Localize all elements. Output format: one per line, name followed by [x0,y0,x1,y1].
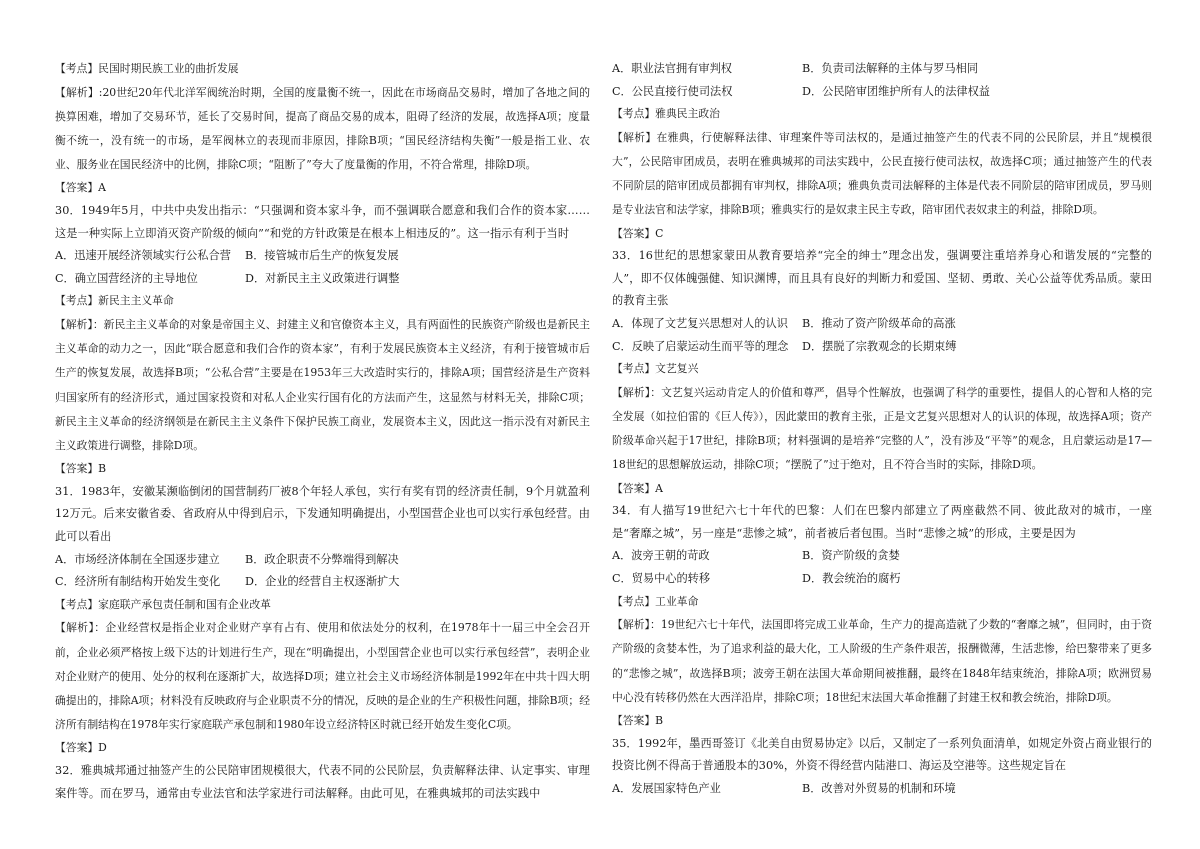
left-column [55,58,590,805]
q34-option-a: A．波旁王朝的苛政 [612,549,710,563]
q31-option-c: C．经济所有制结构开始发生变化 [55,575,221,589]
q34-answer: 【答案】B [612,713,664,727]
q35-options-row1 [612,778,1152,801]
q33-options-row2 [612,336,1152,359]
q33-option-b: B．推动了资产阶级革命的高涨 [802,316,956,330]
q30-option-b: B．接管城市后生产的恢复发展 [245,249,399,263]
q33-explanation: 【解析】：文艺复兴运动肯定人的价值和尊严，倡导个性解放，也强调了科学的重要性，提倡人的心智和人格的完全发展（如拉伯雷的《巨人传》），因此蒙田的教育主张，正是文艺复兴思想对人的认识的体现，故选择A项；资产阶级革命兴起于17世纪，排除B项；材料强调的是培养“完整的人”，没有涉及“平等”的观念，且启蒙运动是17—18世纪的思想解放运动，排除C项；“摆脱了”过于绝对，且不符合当时的实际，排除D项。 [612,385,1152,472]
q34-options-row1 [612,545,1152,568]
q34-topic-tag: 【考点】工业革命 [612,594,699,608]
q34-explanation: 【解析】：19世纪六七十年代，法国即将完成工业革命，生产力的提高造就了少数的“奢靡之城”，但同时，由于资产阶级的贪婪本性，为了追求利益的最大化，工人阶级的生产条件艰苦，报酬微薄，生活悲惨，给巴黎带来了更多的“悲惨之城”，故选择B项；波旁王朝在法国大革命期间被推翻，最终在1848年结束统治，排除A项；欧洲贸易中心没有转移仍然在大西洋沿岸，排除C项；18世纪末法国大革命推翻了封建王权和教会统治，排除D项。 [612,618,1152,704]
q33-option-c: C．反映了启蒙运动生而平等的理念 [612,339,789,353]
q32-option-c: C．公民直接行使司法权 [612,84,733,98]
q30-option-d: D．对新民主主义政策进行调整 [245,271,400,285]
q34-option-d: D．教会统治的腐朽 [802,571,901,585]
q33-topic-tag: 【考点】文艺复兴 [612,362,699,376]
q33-answer: 【答案】A [612,481,663,495]
q30-explanation: 【解析】：新民主主义革命的对象是帝国主义、封建主义和官僚资本主义，具有两面性的民族资产阶级也是新民主主义革命的动力之一，因此“联合愿意和我们合作的资本家”，有利于发展民族资本主义经济，有利于接管城市后生产的恢复发展，故选择B项；“公私合营”主要是在1953年三大改造时实行的，排除A项；国营经济是生产资料归国家所有的经济形式，通过国家投资和对私人企业实行国有化的方法而产生，这显然与材料无关，排除C项；新民主主义革命的经济纲领是在新民主主义条件下保护民族工商业，发展资本主义，因此这一指示没有对新民主主义政策进行调整，排除D项。 [55,317,590,452]
q32-options-row2 [612,81,1152,104]
q32-explanation: 【解析】在雅典，行使解释法律、审理案件等司法权的，是通过抽签产生的代表不同的公民阶层，并且“规模很大”，公民陪审团成员，表明在雅典城邦的司法实践中，公民直接行使司法权，故选择C项；通过抽签产生的代表不同阶层的陪审团成员都拥有审判权，排除A项；雅典负责司法解释的主体是代表不同阶层的陪审团成员，罗马则是专业法官和法学家，排除B项；雅典实行的是奴隶主民主专政，陪审团代表奴隶主的利益，排除D项。 [612,130,1152,217]
q30-stem: 30．1949年5月，中共中央发出指示：“只强调和资本家斗争，而不强调联合愿意和我们合作的资本家……这是一种实际上立即消灭资产阶级的倾向”“和党的方针政策是在根本上相违反的”。这一指示有利于当时 [55,204,590,240]
q30-topic-tag: 【考点】新民主主义革命 [55,294,174,308]
q33-option-a: A．体现了文艺复兴思想对人的认识 [612,316,788,330]
q33-stem: 33．16世纪的思想家蒙田从教育要培养“完全的绅士”理念出发，强调要注重培养身心和谐发展的“完整的人”，即不仅体魄强健、知识渊博，而且具有良好的判断力和爱国、坚韧、勇敢、关心公益等优秀品质。蒙田的教育主张 [612,249,1152,308]
q33-options-row1 [612,313,1152,336]
q35-option-a: A．发展国家特色产业 [612,781,721,795]
q32-option-d: D．公民陪审团维护所有人的法律权益 [802,84,990,98]
q34-stem: 34．有人描写19世纪六七十年代的巴黎：人们在巴黎内部建立了两座截然不同、彼此敌对的城市，一座是“奢靡之城”，另一座是“悲惨之城”，前者被后者包围。当时“悲惨之城”的形成，主要是因为 [612,504,1152,540]
q34-option-c: C．贸易中心的转移 [612,571,711,585]
q30-options-row1 [55,245,590,268]
q30-answer: 【答案】B [55,462,107,476]
q34-options-row2 [612,568,1152,591]
q32-stem: 32．雅典城邦通过抽签产生的公民陪审团规模很大，代表不同的公民阶层，负责解释法律、认定事实、审理案件等。而在罗马，通常由专业法官和法学家进行司法解释。由此可见，在雅典城邦的司法实践中 [55,763,590,800]
q29-topic-tag: 【考点】民国时期民族工业的曲折发展 [55,62,239,75]
q31-answer: 【答案】D [55,741,107,755]
q31-explanation: 【解析】：企业经营权是指企业对企业财产享有占有、使用和依法处分的权利，在1978年十一届三中全会召开前，企业必须严格按上级下达的计划进行生产，现在“明确提出，小型国营企业也可以实行承包经营”，表明企业对企业财产的使用、处分的权利在逐渐扩大，故选择D项；建立社会主义市场经济体制是1992年在中共十四大明确提出的，排除A项；材料没有反映政府与企业职责不分的情况，反映的是企业的生产积极性问题，排除B项；经济所有制结构在1978年实行家庭联产承包制和1980年设立经济特区时就已经开始发生变化C项。 [55,621,590,732]
q31-option-d: D．企业的经营自主权逐渐扩大 [245,575,400,589]
right-column [612,58,1152,800]
q29-explanation: 【解析】:20世纪20年代北洋军阀统治时期，全国的度量衡不统一，因此在市场商品交易时，增加了各地之间的换算困难，增加了交易环节，延长了交易时间，提高了商品交易的成本，阻碍了经济的发展，故选择A项；度量衡不统一，没有统一的市场，是军阀林立的表现而非原因，排除B项；“国民经济结构失衡”一般是指工业、农业、服务业在国民经济中的比例，排除C项；“阻断了”夸大了度量衡的作用，不符合常理，排除D项。 [55,85,590,172]
q30-option-c: C．确立国营经济的主导地位 [55,271,198,285]
q30-options-row2 [55,268,590,291]
q31-options-row2 [55,571,590,594]
q31-options-row1 [55,549,590,572]
q32-option-b: B．负责司法解释的主体与罗马相同 [802,62,979,75]
q32-option-a: A．职业法官拥有审判权 [612,62,732,75]
q32-answer: 【答案】C [612,226,664,240]
q33-option-d: D．摆脱了宗教观念的长期束缚 [802,339,957,353]
q34-option-b: B．资产阶级的贪婪 [802,549,900,563]
q30-option-a: A．迅速开展经济领域实行公私合营 [55,249,231,263]
q31-stem: 31．1983年，安徽某濒临倒闭的国营制药厂被8个年轻人承包，实行有奖有罚的经济责任制，9个月就盈利12万元。后来安徽省委、省政府从中得到启示，下发通知明确提出，小型国营企业也可以实行承包经营。由此可以看出 [55,484,590,543]
q31-option-b: B．政企职责不分弊端得到解决 [245,552,399,566]
q31-option-a: A．市场经济体制在全国逐步建立 [55,552,220,566]
q35-option-b: B．改善对外贸易的机制和环境 [802,781,956,795]
q32-topic-tag: 【考点】雅典民主政治 [612,107,720,121]
q29-answer: 【答案】A [55,181,106,195]
q32-options-row1 [612,58,1152,81]
q35-stem: 35．1992年，墨西哥签订《北美自由贸易协定》以后，又制定了一系列负面清单，如规定外资占商业银行的投资比例不得高于普通股本的30%，外资不得经营内陆港口、海运及空港等。这些规定旨在 [612,736,1152,773]
q31-topic-tag: 【考点】家庭联产承包责任制和国有企业改革 [55,597,271,611]
